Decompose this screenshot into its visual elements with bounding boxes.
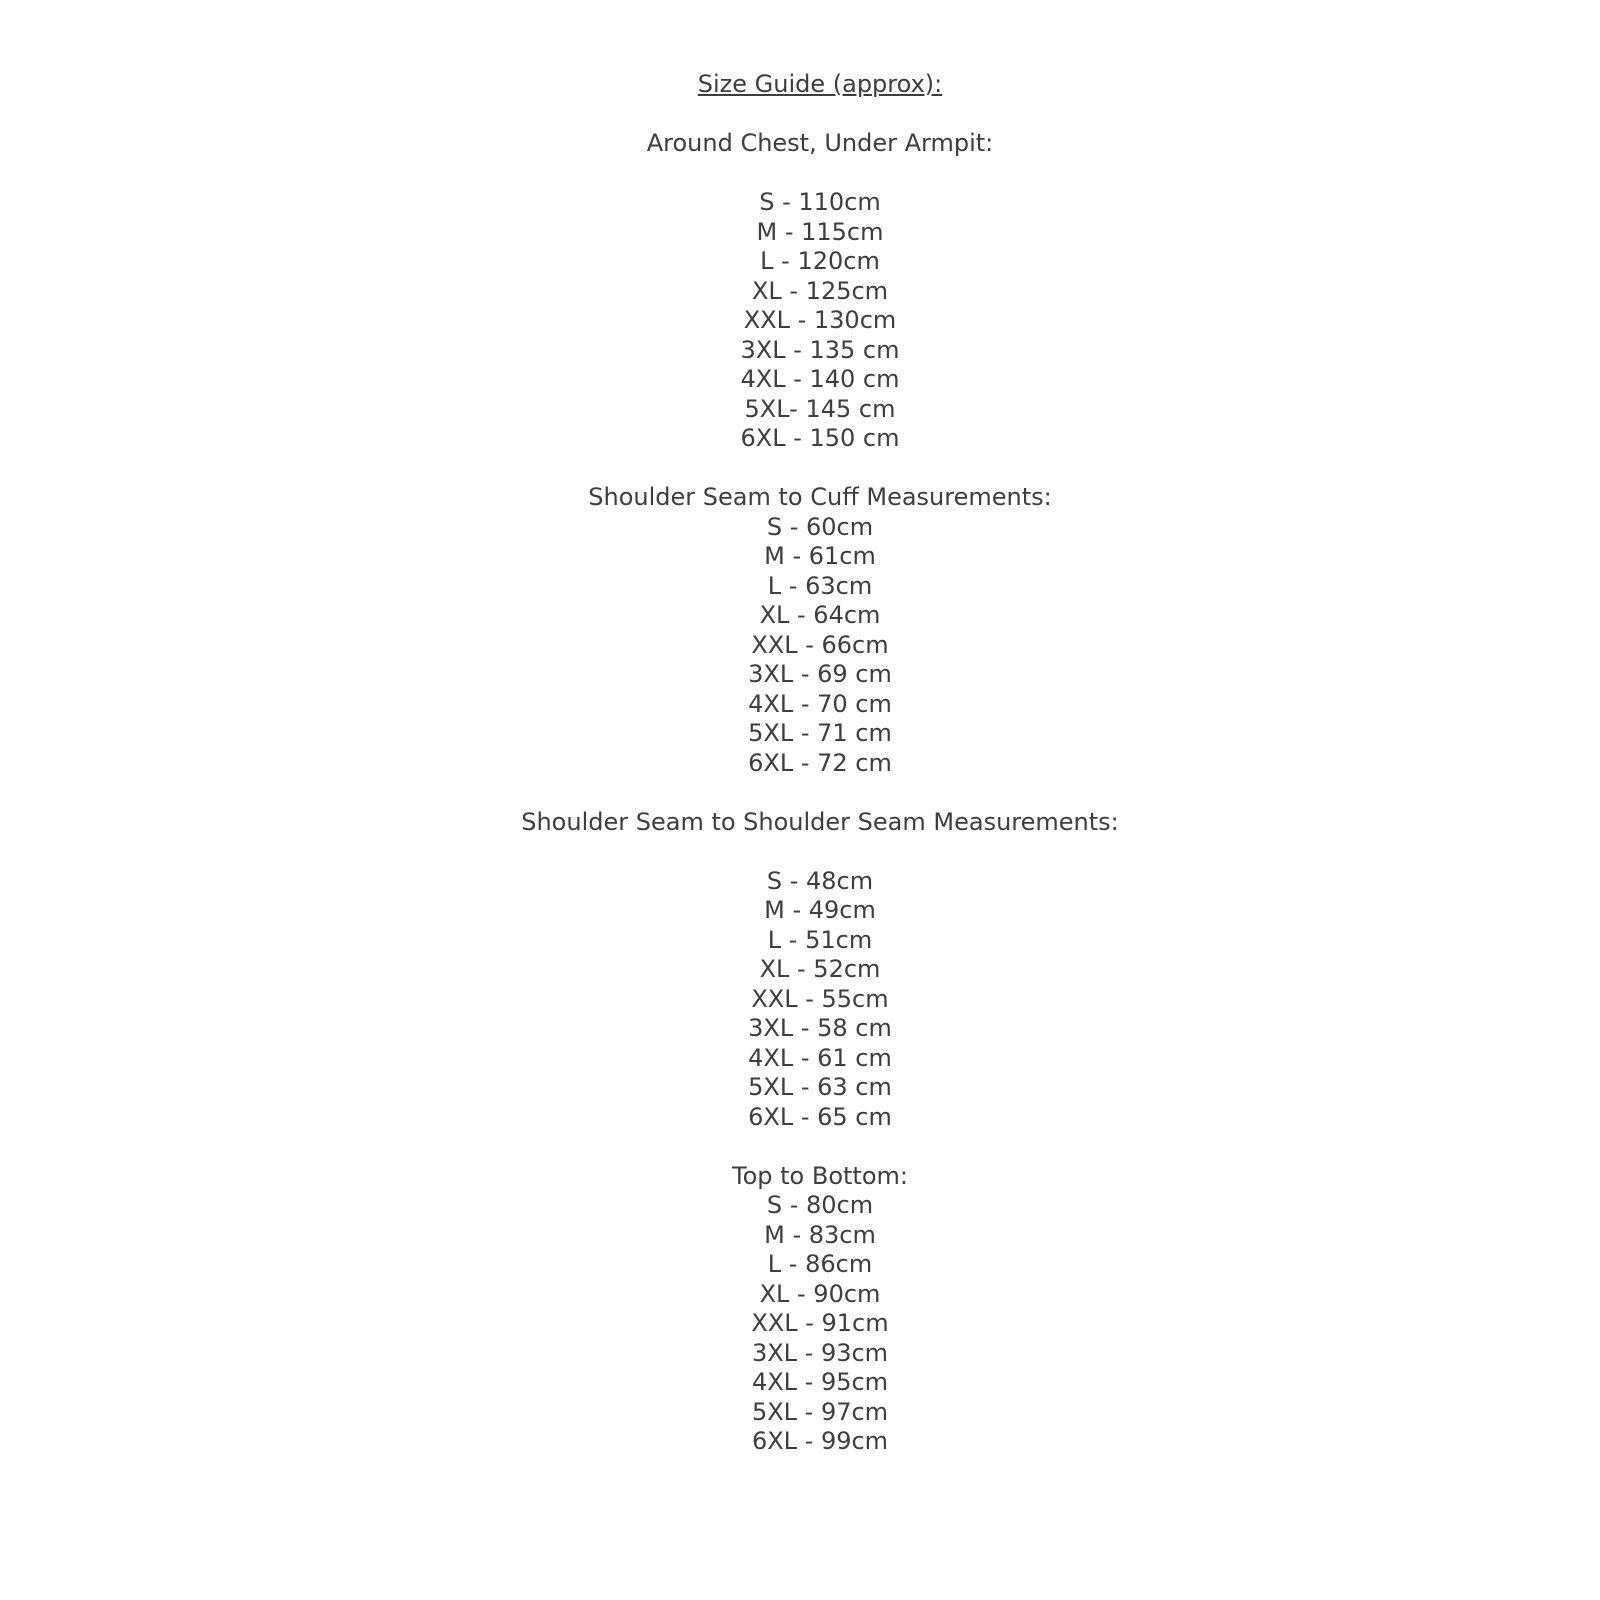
spacer: [40, 837, 1600, 867]
size-line: 5XL- 145 cm: [744, 394, 896, 423]
spacer: [40, 778, 1600, 808]
size-line: L - 86cm: [767, 1250, 873, 1278]
size-line: L - 51cm: [767, 925, 873, 954]
section-heading-chest: Around Chest, Under Armpit:: [646, 129, 994, 157]
size-line: M - 61cm: [764, 542, 876, 570]
size-line: M - 83cm: [764, 1220, 876, 1249]
size-line: 3XL - 69 cm: [748, 660, 892, 688]
size-line: 3XL - 135 cm: [740, 335, 900, 364]
size-line: 6XL - 150 cm: [740, 424, 900, 452]
size-line: XL - 64cm: [759, 601, 881, 629]
size-line: XXL - 55cm: [751, 984, 889, 1013]
size-line: 4XL - 140 cm: [740, 365, 900, 393]
section-heading-shoulder: Shoulder Seam to Shoulder Seam Measurements:: [521, 807, 1119, 836]
size-line: XL - 90cm: [759, 1279, 881, 1308]
size-line: 5XL - 71 cm: [748, 719, 892, 747]
size-line: 6XL - 72 cm: [748, 748, 892, 777]
size-line: 6XL - 65 cm: [748, 1102, 892, 1131]
size-line: S - 110cm: [759, 188, 881, 216]
section-heading-cuff: Shoulder Seam to Cuff Measurements:: [588, 483, 1052, 511]
size-line: M - 115cm: [756, 217, 884, 246]
size-line: S - 60cm: [766, 512, 874, 541]
size-line: XL - 125cm: [751, 276, 889, 305]
size-guide: [40, 0, 1600, 1457]
size-line: S - 80cm: [766, 1191, 874, 1219]
page-title: Size Guide (approx):: [697, 70, 943, 98]
size-line: 3XL - 93cm: [751, 1338, 889, 1367]
size-line: 5XL - 63 cm: [748, 1073, 892, 1101]
spacer: [40, 159, 1600, 189]
spacer: [40, 100, 1600, 130]
size-line: S - 48cm: [766, 866, 874, 895]
size-line: M - 49cm: [764, 896, 876, 924]
size-line: 4XL - 95cm: [751, 1368, 889, 1396]
size-line: XXL - 130cm: [743, 306, 897, 334]
size-line: 5XL - 97cm: [751, 1397, 889, 1426]
size-line: XL - 52cm: [759, 955, 881, 983]
spacer: [40, 454, 1600, 484]
spacer: [40, 1132, 1600, 1162]
size-line: XXL - 91cm: [751, 1309, 889, 1337]
section-heading-length: Top to Bottom:: [732, 1161, 908, 1190]
size-line: L - 120cm: [760, 247, 880, 275]
size-line: 4XL - 70 cm: [748, 689, 892, 718]
size-line: L - 63cm: [767, 571, 873, 600]
size-line: 6XL - 99cm: [751, 1427, 889, 1455]
size-line: 4XL - 61 cm: [748, 1043, 892, 1072]
size-line: 3XL - 58 cm: [748, 1014, 892, 1042]
size-line: XXL - 66cm: [751, 630, 889, 659]
